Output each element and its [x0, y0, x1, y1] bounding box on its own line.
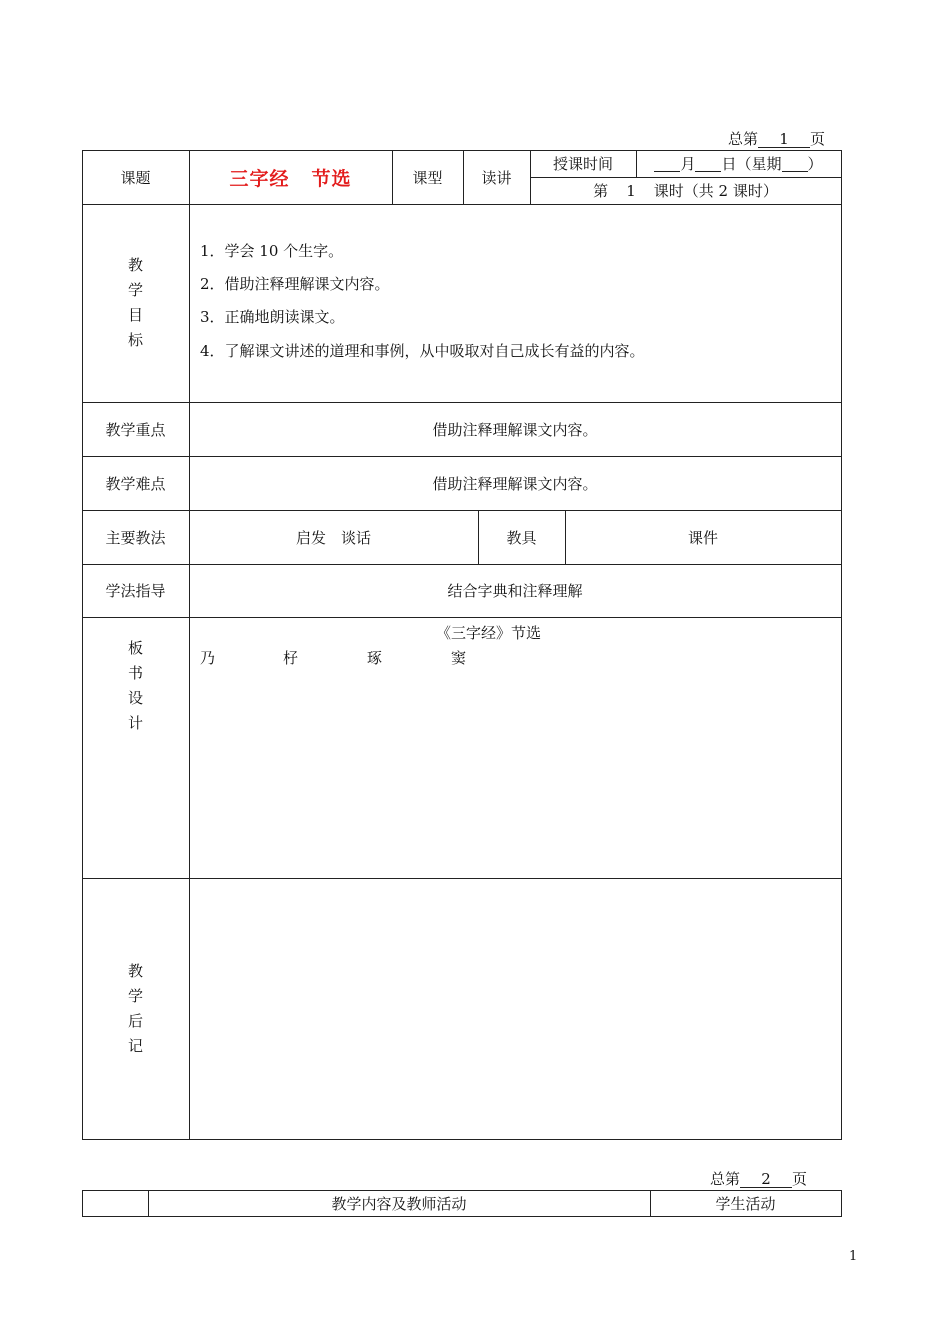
- topic-title-sub: 节选: [311, 167, 352, 190]
- day-blank: [695, 156, 721, 172]
- tools-value: 课件: [687, 528, 718, 547]
- key-point-label: 教学重点: [105, 420, 166, 439]
- board-char: 乃: [200, 649, 216, 667]
- board-char: 琢: [367, 649, 383, 667]
- col-student-activity: 学生活动: [715, 1194, 776, 1213]
- weekday-blank: [782, 156, 808, 172]
- tools-label: 教具: [506, 528, 537, 547]
- topic-label: 课题: [120, 168, 151, 187]
- study-guide-value: 结合字典和注释理解: [447, 582, 583, 600]
- board-label-char: 板: [127, 639, 143, 657]
- lesson-count-prefix: 第: [593, 182, 609, 200]
- teaching-time-label: 授课时间: [552, 155, 613, 173]
- difficulty-value: 借助注释理解课文内容。: [432, 474, 598, 493]
- reflection-content-area[interactable]: [190, 879, 841, 1139]
- goals-label: [82, 204, 189, 402]
- key-point-value: 借助注释理解课文内容。: [432, 420, 598, 439]
- page-counter-suffix: 页: [810, 130, 826, 148]
- month-label: 月: [680, 155, 696, 173]
- goals-label-char: 学: [127, 281, 143, 299]
- page-counter-suffix: 页: [792, 1170, 808, 1188]
- goals-label-char: 标: [127, 331, 143, 349]
- difficulty-label: 教学难点: [105, 474, 166, 493]
- lesson-type-label: 课型: [412, 168, 443, 187]
- goal-item: 1．学会 10 个生字。: [200, 242, 344, 260]
- teaching-date-field: [636, 150, 841, 177]
- lesson-count: [530, 177, 841, 204]
- page-counter-2: [710, 1168, 807, 1189]
- page-counter-number: 1: [758, 132, 810, 148]
- board-characters: [0, 647, 950, 669]
- page-counter-prefix: 总第: [728, 130, 759, 148]
- method-label: 主要教法: [105, 528, 166, 547]
- footer-page-number: 1: [849, 1249, 858, 1264]
- page-counter-number: 2: [740, 1172, 792, 1188]
- page-counter: [728, 128, 825, 149]
- lesson-count-number: 1: [626, 181, 636, 200]
- page-counter-prefix: 总第: [710, 1170, 741, 1188]
- topic-title-main: 三字经: [229, 167, 290, 190]
- reflection-label: [82, 878, 189, 1139]
- board-char: 杍: [283, 649, 299, 667]
- study-guide-label: 学法指导: [105, 582, 166, 600]
- goal-item: 2．借助注释理解课文内容。: [200, 275, 390, 293]
- goals-label-char: 目: [127, 306, 143, 324]
- board-label-char: 计: [127, 714, 143, 732]
- day-weekday-label: 日（星期: [721, 155, 782, 173]
- lesson-type-value: 读讲: [481, 168, 512, 187]
- method-value: 启发 谈话: [295, 528, 371, 547]
- reflection-label-char: 后: [127, 1011, 143, 1030]
- board-char: 窦: [451, 649, 467, 667]
- goal-item: 4．了解课文讲述的道理和事例，从中吸取对自己成长有益的内容。: [200, 342, 645, 360]
- reflection-label-char: 教: [127, 961, 143, 980]
- lesson-count-suffix: 课时（共 2 课时）: [653, 182, 778, 200]
- board-label-char: 设: [127, 689, 143, 707]
- board-label-char: 书: [127, 664, 143, 682]
- reflection-label-char: 记: [127, 1036, 143, 1055]
- goal-item: 3．正确地朗读课文。: [200, 308, 345, 326]
- weekday-close: ）: [807, 155, 823, 173]
- goals-label-char: 教: [127, 256, 143, 274]
- month-blank: [654, 156, 680, 172]
- topic-value: [189, 150, 392, 204]
- col-teaching-content: 教学内容及教师活动: [331, 1194, 467, 1213]
- reflection-label-char: 学: [127, 986, 143, 1005]
- board-heading: 《三字经》节选: [436, 624, 542, 642]
